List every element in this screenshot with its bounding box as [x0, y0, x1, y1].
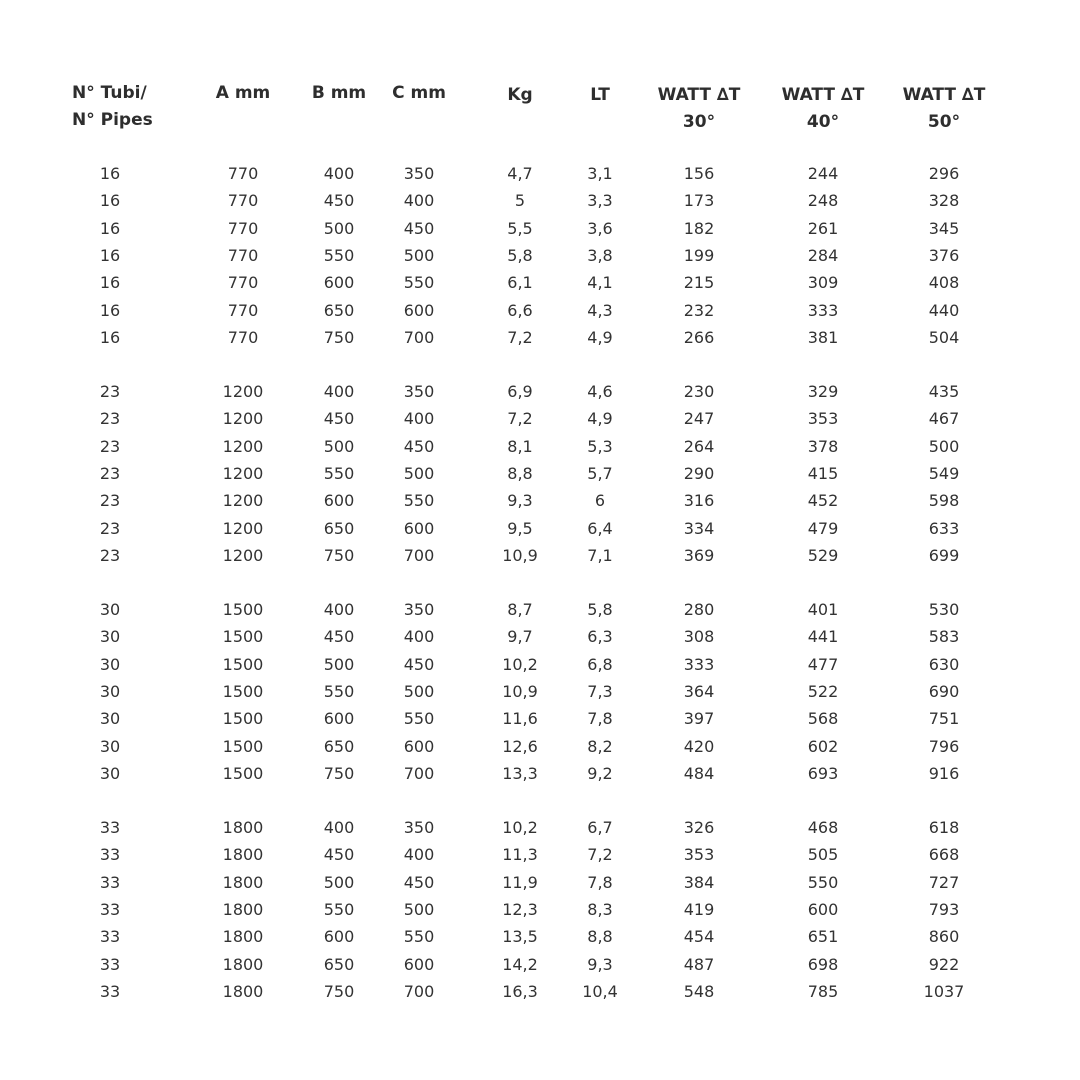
- cell-c-mm: 500: [403, 463, 435, 483]
- cell-lt: 7,2: [587, 845, 613, 865]
- table-row: [0, 869, 1080, 896]
- cell-watt-40: 602: [807, 736, 839, 756]
- cell-a-mm: 1800: [222, 927, 264, 947]
- cell-watt-40: 529: [807, 545, 839, 565]
- cell-a-mm: 770: [227, 245, 259, 265]
- table-row: [0, 242, 1080, 269]
- cell-pipes: 33: [99, 872, 121, 892]
- cell-a-mm: 1500: [222, 627, 264, 647]
- table-row: [0, 297, 1080, 324]
- table-row: [0, 269, 1080, 296]
- cell-watt-30: 364: [683, 681, 715, 701]
- table-row: [0, 978, 1080, 1005]
- cell-lt: 5,3: [587, 436, 613, 456]
- table-row: [0, 433, 1080, 460]
- cell-watt-50: 530: [928, 600, 960, 619]
- cell-watt-40: 468: [807, 818, 839, 837]
- cell-lt: 4,6: [587, 382, 613, 401]
- cell-watt-40: 452: [807, 491, 839, 511]
- cell-watt-50: 504: [928, 327, 960, 347]
- cell-lt: 8,8: [587, 927, 613, 947]
- cell-kg: 9,5: [507, 518, 533, 538]
- cell-watt-50: 618: [928, 818, 960, 837]
- cell-lt: 8,3: [587, 899, 613, 919]
- cell-b-mm: 600: [323, 709, 355, 729]
- cell-c-mm: 500: [403, 899, 435, 919]
- cell-kg: 8,1: [507, 436, 533, 456]
- cell-kg: 5: [514, 191, 526, 211]
- cell-kg: 11,6: [502, 709, 538, 729]
- table-row: [0, 542, 1080, 569]
- table-row: [0, 651, 1080, 678]
- cell-watt-40: 600: [807, 899, 839, 919]
- cell-a-mm: 1200: [222, 382, 264, 401]
- cell-watt-40: 261: [807, 218, 839, 238]
- cell-pipes: 30: [99, 654, 121, 674]
- cell-watt-50: 796: [928, 736, 960, 756]
- cell-watt-50: 440: [928, 300, 960, 320]
- cell-a-mm: 770: [227, 300, 259, 320]
- cell-a-mm: 1500: [222, 654, 264, 674]
- cell-watt-50: 500: [928, 436, 960, 456]
- header-lt-label: LT: [590, 85, 610, 105]
- cell-b-mm: 600: [323, 491, 355, 511]
- cell-pipes: 23: [99, 545, 121, 565]
- cell-watt-30: 548: [683, 981, 715, 1001]
- cell-c-mm: 500: [403, 245, 435, 265]
- cell-b-mm: 650: [323, 300, 355, 320]
- header-watt-30-line2: 30°: [682, 112, 716, 132]
- cell-kg: 10,2: [502, 818, 538, 837]
- cell-pipes: 30: [99, 763, 121, 783]
- cell-watt-30: 484: [683, 763, 715, 783]
- cell-lt: 9,3: [587, 954, 613, 974]
- cell-c-mm: 400: [403, 191, 435, 211]
- cell-pipes: 30: [99, 681, 121, 701]
- cell-watt-50: 860: [928, 927, 960, 947]
- table-row: [0, 215, 1080, 242]
- cell-pipes: 30: [99, 600, 121, 619]
- cell-kg: 12,6: [502, 736, 538, 756]
- cell-pipes: 33: [99, 981, 121, 1001]
- cell-c-mm: 600: [403, 300, 435, 320]
- cell-watt-40: 568: [807, 709, 839, 729]
- cell-watt-50: 668: [928, 845, 960, 865]
- cell-pipes: 23: [99, 382, 121, 401]
- cell-lt: 5,8: [587, 600, 613, 619]
- cell-lt: 8,2: [587, 736, 613, 756]
- cell-pipes: 23: [99, 463, 121, 483]
- cell-watt-40: 693: [807, 763, 839, 783]
- cell-kg: 5,5: [507, 218, 533, 238]
- cell-watt-50: 583: [928, 627, 960, 647]
- cell-c-mm: 700: [403, 327, 435, 347]
- cell-lt: 9,2: [587, 763, 613, 783]
- cell-lt: 3,1: [587, 164, 613, 183]
- cell-kg: 8,7: [507, 600, 533, 619]
- cell-kg: 5,8: [507, 245, 533, 265]
- cell-pipes: 23: [99, 436, 121, 456]
- cell-kg: 11,3: [502, 845, 538, 865]
- header-watt-40-line1: WATT ∆T: [781, 85, 865, 105]
- cell-watt-30: 215: [683, 273, 715, 293]
- header-kg-label: Kg: [507, 85, 533, 105]
- cell-b-mm: 550: [323, 681, 355, 701]
- cell-c-mm: 600: [403, 736, 435, 756]
- cell-watt-50: 699: [928, 545, 960, 565]
- cell-b-mm: 650: [323, 518, 355, 538]
- cell-c-mm: 400: [403, 845, 435, 865]
- cell-kg: 13,5: [502, 927, 538, 947]
- cell-lt: 7,3: [587, 681, 613, 701]
- cell-watt-50: 916: [928, 763, 960, 783]
- cell-lt: 3,6: [587, 218, 613, 238]
- cell-b-mm: 550: [323, 899, 355, 919]
- cell-a-mm: 770: [227, 273, 259, 293]
- cell-pipes: 33: [99, 818, 121, 837]
- cell-a-mm: 1200: [222, 409, 264, 429]
- cell-kg: 13,3: [502, 763, 538, 783]
- cell-watt-40: 381: [807, 327, 839, 347]
- cell-watt-30: 334: [683, 518, 715, 538]
- cell-watt-40: 479: [807, 518, 839, 538]
- table-row: [0, 678, 1080, 705]
- cell-b-mm: 550: [323, 463, 355, 483]
- header-b-mm-label: B mm: [311, 83, 367, 103]
- cell-a-mm: 1500: [222, 763, 264, 783]
- cell-watt-30: 308: [683, 627, 715, 647]
- cell-watt-30: 420: [683, 736, 715, 756]
- cell-c-mm: 700: [403, 981, 435, 1001]
- cell-watt-30: 182: [683, 218, 715, 238]
- cell-pipes: 16: [99, 164, 121, 183]
- cell-watt-50: 345: [928, 218, 960, 238]
- cell-b-mm: 600: [323, 273, 355, 293]
- cell-lt: 6,4: [587, 518, 613, 538]
- cell-lt: 3,3: [587, 191, 613, 211]
- cell-watt-40: 329: [807, 382, 839, 401]
- cell-watt-50: 296: [928, 164, 960, 183]
- cell-watt-50: 690: [928, 681, 960, 701]
- cell-a-mm: 770: [227, 327, 259, 347]
- cell-b-mm: 750: [323, 763, 355, 783]
- cell-a-mm: 770: [227, 218, 259, 238]
- cell-watt-30: 156: [683, 164, 715, 183]
- cell-pipes: 33: [99, 899, 121, 919]
- cell-b-mm: 500: [323, 218, 355, 238]
- table-row: [0, 405, 1080, 432]
- table-row: [0, 951, 1080, 978]
- cell-kg: 10,9: [502, 681, 538, 701]
- cell-watt-40: 651: [807, 927, 839, 947]
- cell-a-mm: 1500: [222, 600, 264, 619]
- cell-pipes: 30: [99, 736, 121, 756]
- cell-a-mm: 1800: [222, 899, 264, 919]
- cell-a-mm: 1500: [222, 681, 264, 701]
- cell-watt-30: 397: [683, 709, 715, 729]
- cell-watt-40: 309: [807, 273, 839, 293]
- cell-a-mm: 1200: [222, 518, 264, 538]
- cell-b-mm: 650: [323, 954, 355, 974]
- cell-c-mm: 550: [403, 491, 435, 511]
- cell-a-mm: 770: [227, 164, 259, 183]
- cell-pipes: 16: [99, 245, 121, 265]
- cell-lt: 6,7: [587, 818, 613, 837]
- cell-a-mm: 770: [227, 191, 259, 211]
- cell-c-mm: 350: [403, 164, 435, 183]
- cell-watt-30: 419: [683, 899, 715, 919]
- cell-pipes: 30: [99, 627, 121, 647]
- cell-a-mm: 1200: [222, 545, 264, 565]
- cell-kg: 6,6: [507, 300, 533, 320]
- header-c-mm-label: C mm: [392, 83, 446, 103]
- cell-watt-40: 244: [807, 164, 839, 183]
- cell-kg: 16,3: [502, 981, 538, 1001]
- cell-watt-40: 378: [807, 436, 839, 456]
- table-row: [0, 515, 1080, 542]
- table-row: [0, 487, 1080, 514]
- cell-lt: 5,7: [587, 463, 613, 483]
- cell-b-mm: 450: [323, 191, 355, 211]
- cell-watt-40: 441: [807, 627, 839, 647]
- cell-kg: 10,9: [502, 545, 538, 565]
- cell-lt: 4,3: [587, 300, 613, 320]
- cell-lt: 6,3: [587, 627, 613, 647]
- cell-b-mm: 750: [323, 327, 355, 347]
- cell-watt-50: 630: [928, 654, 960, 674]
- cell-watt-30: 454: [683, 927, 715, 947]
- table-row: [0, 324, 1080, 351]
- cell-watt-40: 522: [807, 681, 839, 701]
- cell-c-mm: 350: [403, 818, 435, 837]
- cell-watt-30: 384: [683, 872, 715, 892]
- table-row: [0, 596, 1080, 623]
- cell-a-mm: 1800: [222, 845, 264, 865]
- table-row: [0, 705, 1080, 732]
- cell-watt-50: 328: [928, 191, 960, 211]
- cell-pipes: 30: [99, 709, 121, 729]
- cell-pipes: 33: [99, 927, 121, 947]
- cell-lt: 4,9: [587, 327, 613, 347]
- cell-watt-30: 487: [683, 954, 715, 974]
- cell-watt-50: 467: [928, 409, 960, 429]
- cell-kg: 10,2: [502, 654, 538, 674]
- cell-pipes: 16: [99, 218, 121, 238]
- cell-a-mm: 1500: [222, 709, 264, 729]
- cell-watt-50: 751: [928, 709, 960, 729]
- cell-c-mm: 700: [403, 545, 435, 565]
- header-pipes-line2: N° Pipes: [72, 110, 153, 130]
- table-row: [0, 896, 1080, 923]
- cell-watt-40: 353: [807, 409, 839, 429]
- cell-c-mm: 600: [403, 518, 435, 538]
- cell-a-mm: 1200: [222, 463, 264, 483]
- cell-c-mm: 700: [403, 763, 435, 783]
- cell-kg: 6,9: [507, 382, 533, 401]
- header-watt-40-line2: 40°: [806, 112, 840, 132]
- cell-a-mm: 1800: [222, 872, 264, 892]
- cell-lt: 7,1: [587, 545, 613, 565]
- cell-kg: 14,2: [502, 954, 538, 974]
- cell-lt: 4,1: [587, 273, 613, 293]
- cell-kg: 12,3: [502, 899, 538, 919]
- cell-watt-40: 401: [807, 600, 839, 619]
- cell-b-mm: 500: [323, 872, 355, 892]
- cell-watt-30: 353: [683, 845, 715, 865]
- cell-watt-50: 1037: [923, 981, 965, 1001]
- table-row: [0, 733, 1080, 760]
- cell-c-mm: 350: [403, 600, 435, 619]
- cell-b-mm: 450: [323, 409, 355, 429]
- table-row: [0, 623, 1080, 650]
- cell-watt-40: 415: [807, 463, 839, 483]
- cell-c-mm: 550: [403, 273, 435, 293]
- cell-c-mm: 400: [403, 409, 435, 429]
- cell-b-mm: 550: [323, 245, 355, 265]
- cell-b-mm: 400: [323, 382, 355, 401]
- header-watt-50-line1: WATT ∆T: [902, 85, 986, 105]
- cell-watt-50: 435: [928, 382, 960, 401]
- table-row: [0, 841, 1080, 868]
- cell-pipes: 16: [99, 273, 121, 293]
- cell-watt-30: 199: [683, 245, 715, 265]
- cell-b-mm: 450: [323, 627, 355, 647]
- cell-a-mm: 1200: [222, 491, 264, 511]
- cell-watt-30: 230: [683, 382, 715, 401]
- cell-watt-30: 326: [683, 818, 715, 837]
- cell-a-mm: 1200: [222, 436, 264, 456]
- cell-pipes: 16: [99, 191, 121, 211]
- table-row: [0, 187, 1080, 214]
- cell-b-mm: 500: [323, 654, 355, 674]
- cell-c-mm: 500: [403, 681, 435, 701]
- cell-pipes: 23: [99, 518, 121, 538]
- cell-watt-40: 477: [807, 654, 839, 674]
- header-watt-30-line1: WATT ∆T: [657, 85, 741, 105]
- cell-b-mm: 750: [323, 545, 355, 565]
- cell-a-mm: 1800: [222, 981, 264, 1001]
- cell-b-mm: 600: [323, 927, 355, 947]
- cell-a-mm: 1800: [222, 818, 264, 837]
- cell-kg: 6,1: [507, 273, 533, 293]
- cell-b-mm: 400: [323, 818, 355, 837]
- cell-c-mm: 450: [403, 654, 435, 674]
- cell-b-mm: 500: [323, 436, 355, 456]
- cell-watt-40: 248: [807, 191, 839, 211]
- cell-b-mm: 400: [323, 164, 355, 183]
- cell-watt-40: 505: [807, 845, 839, 865]
- cell-watt-50: 408: [928, 273, 960, 293]
- cell-c-mm: 450: [403, 872, 435, 892]
- cell-watt-30: 369: [683, 545, 715, 565]
- cell-watt-30: 266: [683, 327, 715, 347]
- cell-watt-50: 376: [928, 245, 960, 265]
- cell-kg: 9,7: [507, 627, 533, 647]
- table-row: [0, 160, 1080, 187]
- cell-kg: 8,8: [507, 463, 533, 483]
- cell-watt-30: 247: [683, 409, 715, 429]
- cell-lt: 7,8: [587, 872, 613, 892]
- cell-watt-50: 793: [928, 899, 960, 919]
- table-row: [0, 378, 1080, 405]
- cell-kg: 4,7: [507, 164, 533, 183]
- cell-watt-30: 290: [683, 463, 715, 483]
- cell-kg: 7,2: [507, 409, 533, 429]
- cell-lt: 6: [594, 491, 606, 511]
- cell-c-mm: 400: [403, 627, 435, 647]
- cell-watt-30: 280: [683, 600, 715, 619]
- table-row: [0, 923, 1080, 950]
- cell-a-mm: 1500: [222, 736, 264, 756]
- cell-pipes: 33: [99, 845, 121, 865]
- table-row: [0, 814, 1080, 841]
- cell-watt-40: 785: [807, 981, 839, 1001]
- cell-c-mm: 450: [403, 436, 435, 456]
- cell-watt-50: 633: [928, 518, 960, 538]
- cell-lt: 7,8: [587, 709, 613, 729]
- cell-watt-50: 922: [928, 954, 960, 974]
- cell-b-mm: 750: [323, 981, 355, 1001]
- cell-watt-50: 727: [928, 872, 960, 892]
- cell-pipes: 16: [99, 300, 121, 320]
- cell-c-mm: 350: [403, 382, 435, 401]
- cell-lt: 3,8: [587, 245, 613, 265]
- cell-watt-30: 232: [683, 300, 715, 320]
- cell-b-mm: 650: [323, 736, 355, 756]
- cell-pipes: 16: [99, 327, 121, 347]
- cell-c-mm: 550: [403, 927, 435, 947]
- cell-watt-30: 264: [683, 436, 715, 456]
- cell-watt-30: 316: [683, 491, 715, 511]
- cell-kg: 11,9: [502, 872, 538, 892]
- cell-kg: 9,3: [507, 491, 533, 511]
- cell-watt-50: 598: [928, 491, 960, 511]
- cell-pipes: 33: [99, 954, 121, 974]
- cell-kg: 7,2: [507, 327, 533, 347]
- cell-watt-40: 333: [807, 300, 839, 320]
- table-row: [0, 760, 1080, 787]
- header-a-mm-label: A mm: [215, 83, 271, 103]
- cell-b-mm: 450: [323, 845, 355, 865]
- cell-watt-40: 550: [807, 872, 839, 892]
- cell-pipes: 23: [99, 409, 121, 429]
- cell-watt-40: 698: [807, 954, 839, 974]
- cell-b-mm: 400: [323, 600, 355, 619]
- cell-c-mm: 550: [403, 709, 435, 729]
- cell-lt: 6,8: [587, 654, 613, 674]
- cell-lt: 10,4: [582, 981, 618, 1001]
- cell-watt-30: 173: [683, 191, 715, 211]
- table-row: [0, 460, 1080, 487]
- header-pipes-line1: N° Tubi/: [72, 83, 147, 103]
- cell-lt: 4,9: [587, 409, 613, 429]
- header-watt-50-line2: 50°: [927, 112, 961, 132]
- cell-c-mm: 450: [403, 218, 435, 238]
- cell-c-mm: 600: [403, 954, 435, 974]
- cell-watt-40: 284: [807, 245, 839, 265]
- cell-watt-50: 549: [928, 463, 960, 483]
- cell-a-mm: 1800: [222, 954, 264, 974]
- cell-pipes: 23: [99, 491, 121, 511]
- cell-watt-30: 333: [683, 654, 715, 674]
